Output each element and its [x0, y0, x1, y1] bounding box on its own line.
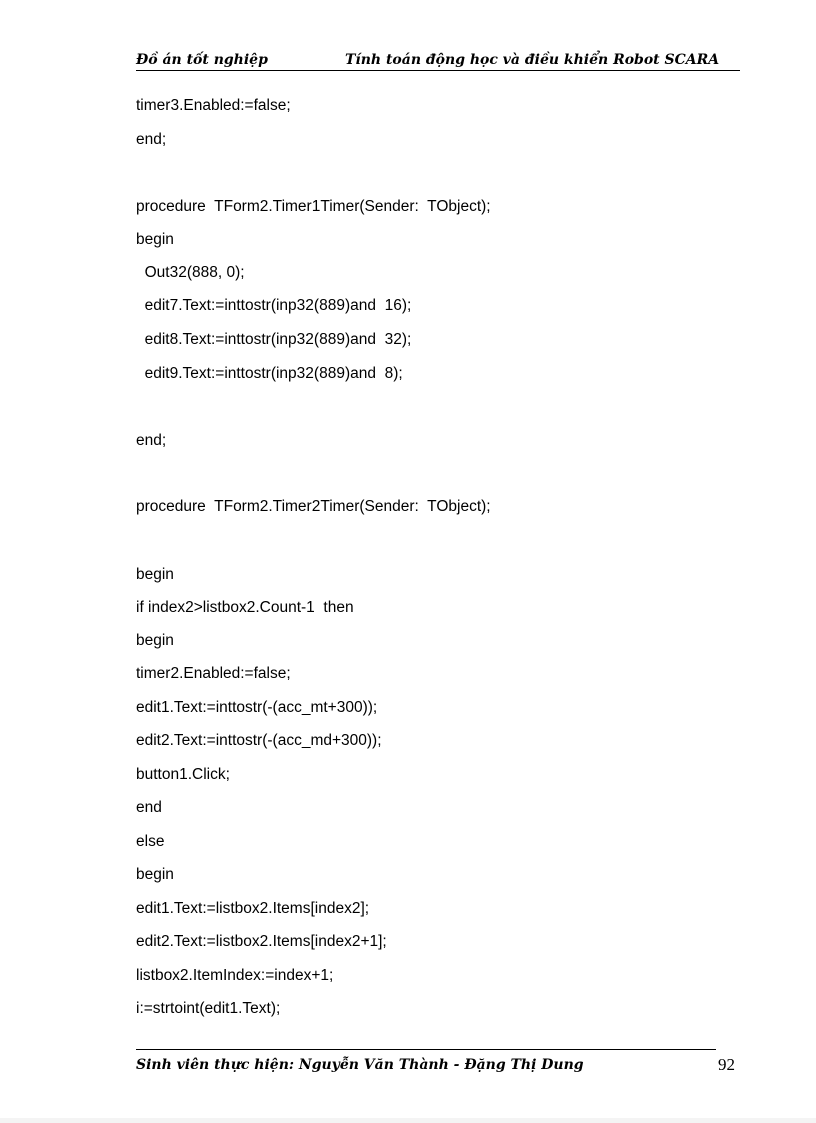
code-line: timer3.Enabled:=false; — [136, 97, 291, 114]
page-number: 92 — [718, 1055, 735, 1074]
code-line: begin — [136, 566, 174, 583]
code-line: edit1.Text:=listbox2.Items[index2]; — [136, 900, 370, 917]
code-line: listbox2.ItemIndex:=index+1; — [136, 967, 334, 984]
code-line: else — [136, 833, 165, 850]
code-line: begin — [136, 632, 174, 649]
header-topic-title: Tính toán động học và điều khiển Robot SCARA — [345, 52, 720, 68]
code-line: if index2>listbox2.Count-1 then — [136, 599, 354, 616]
footer-author-line: Sinh viên thực hiện: Nguyễn Văn Thành - Đặng Thị Dung — [136, 1057, 584, 1073]
code-line: Out32(888, 0); — [136, 264, 245, 281]
code-line: end — [136, 799, 162, 816]
page-bottom-edge — [0, 1118, 816, 1123]
code-line: begin — [136, 866, 174, 883]
code-line: edit2.Text:=listbox2.Items[index2+1]; — [136, 933, 387, 950]
code-line: end; — [136, 432, 167, 449]
code-line: i:=strtoint(edit1.Text); — [136, 1000, 281, 1017]
code-line: button1.Click; — [136, 766, 230, 783]
code-line: procedure TForm2.Timer2Timer(Sender: TObject); — [136, 498, 491, 515]
code-line: end; — [136, 131, 167, 148]
page-header — [136, 50, 740, 71]
code-line: procedure TForm2.Timer1Timer(Sender: TObject); — [136, 198, 491, 215]
code-line: edit8.Text:=inttostr(inp32(889)and 32); — [136, 331, 412, 348]
code-line: timer2.Enabled:=false; — [136, 665, 291, 682]
code-line: edit9.Text:=inttostr(inp32(889)and 8); — [136, 365, 403, 382]
code-line: edit7.Text:=inttostr(inp32(889)and 16); — [136, 297, 412, 314]
header-thesis-label: Đồ án tốt nghiệp — [136, 52, 268, 68]
code-line: edit2.Text:=inttostr(-(acc_md+300)); — [136, 732, 382, 749]
footer-divider — [136, 1049, 716, 1050]
code-line: edit1.Text:=inttostr(-(acc_mt+300)); — [136, 699, 378, 716]
code-line: begin — [136, 231, 174, 248]
